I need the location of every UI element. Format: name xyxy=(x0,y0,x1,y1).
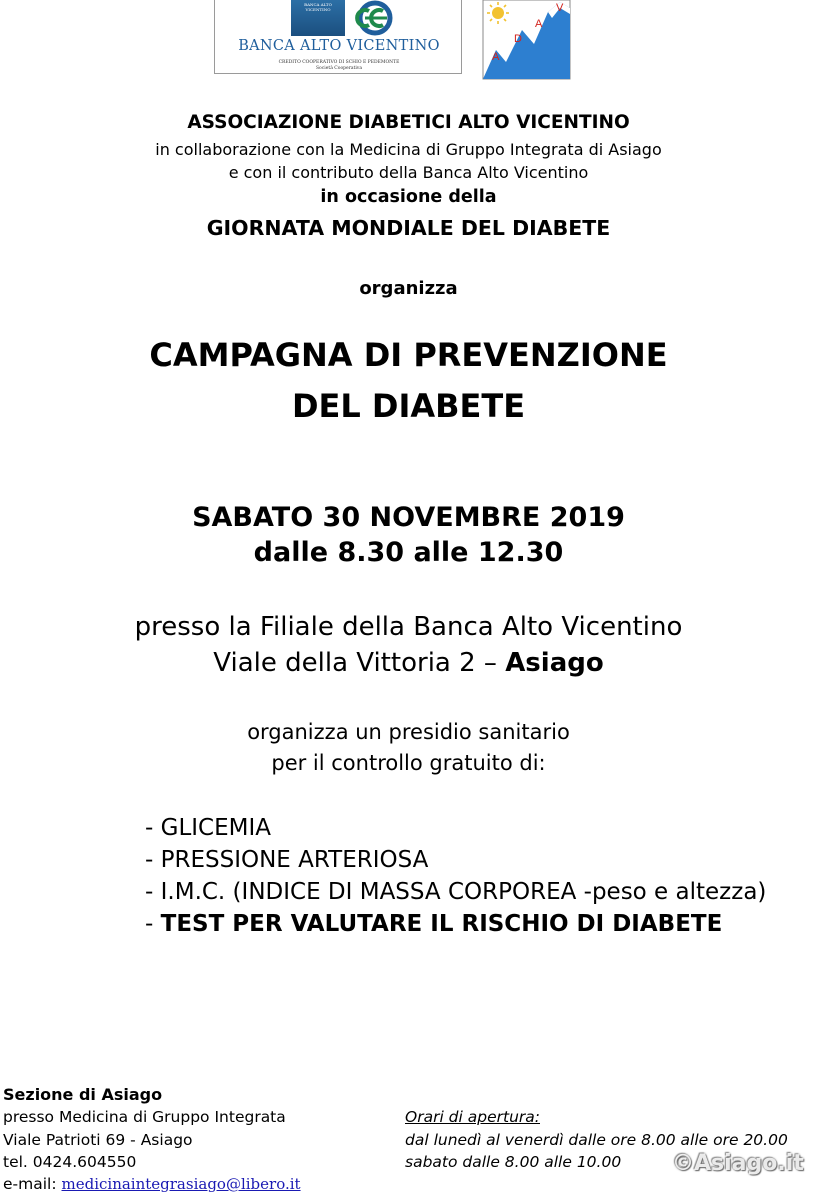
adav-letter-a1: A xyxy=(492,51,500,63)
bank-name: BANCA ALTO VICENTINO xyxy=(238,38,440,54)
occasion-line: in occasione della xyxy=(320,187,497,207)
presidio-line-2: per il controllo gratuito di: xyxy=(271,751,546,775)
list-item xyxy=(145,847,428,873)
check-test-rischio: TEST PER VALUTARE IL RISCHIO DI DIABETE xyxy=(160,911,723,937)
opening-hours-title: Orari di apertura: xyxy=(405,1108,540,1126)
email-row xyxy=(3,1175,301,1193)
check-pressione: PRESSIONE ARTERIOSA xyxy=(160,847,429,873)
adav-logo xyxy=(482,0,571,80)
address-line-2: Viale Patrioti 69 - Asiago xyxy=(3,1131,193,1149)
email-label: e-mail: xyxy=(3,1175,62,1193)
bank-cc-icon xyxy=(347,0,403,36)
list-dash: - xyxy=(145,911,161,937)
organizes-label: organizza xyxy=(359,278,458,299)
address-line-1: presso Medicina di Gruppo Integrata xyxy=(3,1108,286,1126)
collaboration-line-2: e con il contributo della Banca Alto Vicentino xyxy=(228,163,589,182)
list-item xyxy=(145,815,271,841)
section-title: Sezione di Asiago xyxy=(3,1085,163,1104)
bank-subtitle: CREDITO COOPERATIVO DI SCHIO E PEDEMONTE xyxy=(278,60,400,65)
presidio-line-1: organizza un presidio sanitario xyxy=(247,720,570,744)
world-day-title: GIORNATA MONDIALE DEL DIABETE xyxy=(206,216,611,240)
check-glicemia: GLICEMIA xyxy=(160,815,271,841)
opening-hours-saturday: sabato dalle 8.00 alle 10.00 xyxy=(405,1153,622,1171)
list-dash: - xyxy=(145,815,161,841)
event-date: SABATO 30 NOVEMBRE 2019 xyxy=(192,502,625,533)
bank-building-image xyxy=(291,0,345,36)
campaign-title-line-2: DEL DIABETE xyxy=(291,387,526,425)
watermark: ©Asiago.it xyxy=(672,1151,804,1176)
venue-line-1: presso la Filiale della Banca Alto Vicentino xyxy=(134,612,683,642)
list-item xyxy=(145,879,766,905)
association-name: ASSOCIAZIONE DIABETICI ALTO VICENTINO xyxy=(187,112,630,133)
list-dash: - xyxy=(145,879,161,905)
adav-letter-d: D xyxy=(514,33,522,45)
bank-company-type: Società Cooperativa xyxy=(315,66,363,71)
list-dash: - xyxy=(145,847,161,873)
list-item xyxy=(145,911,722,937)
venue-city: Asiago xyxy=(505,648,604,678)
venue-line-2 xyxy=(0,648,817,678)
adav-letter-v: V xyxy=(556,2,564,14)
telephone: tel. 0424.604550 xyxy=(3,1153,137,1171)
opening-hours-weekdays: dal lunedì al venerdì dalle ore 8.00 alle ore 20.00 xyxy=(405,1131,788,1149)
adav-letter-a2: A xyxy=(535,18,543,30)
event-time: dalle 8.30 alle 12.30 xyxy=(253,537,564,568)
collaboration-line-1: in collaborazione con la Medicina di Gruppo Integrata di Asiago xyxy=(155,140,662,159)
check-imc: I.M.C. (INDICE DI MASSA CORPOREA -peso e altezza) xyxy=(160,879,767,905)
email-link[interactable]: medicinaintegrasiago@libero.it xyxy=(61,1175,301,1193)
campaign-title-line-1: CAMPAGNA DI PREVENZIONE xyxy=(149,336,668,374)
bank-logo xyxy=(214,0,462,74)
venue-street: Viale della Vittoria 2 – xyxy=(213,648,506,678)
bank-building-text: BANCA ALTO VICENTINO xyxy=(304,2,332,12)
